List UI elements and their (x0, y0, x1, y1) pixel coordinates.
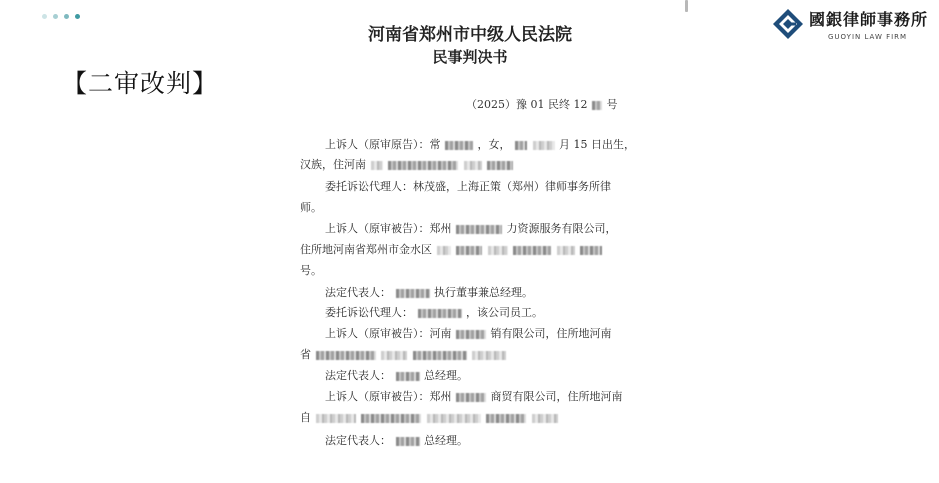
scroll-indicator (685, 0, 688, 12)
redaction (557, 246, 575, 255)
text-line (300, 262, 322, 278)
line-text: 师。 (300, 201, 322, 214)
line-text: 法定代表人： (325, 286, 391, 299)
dot-4 (75, 14, 80, 19)
redaction (445, 141, 473, 150)
redaction (472, 351, 506, 360)
firm-name-cn: 國銀律師事務所 (809, 10, 929, 29)
dot-1 (42, 14, 47, 19)
line-text: 销有限公司，住所地河南 (490, 327, 612, 340)
redaction (371, 161, 383, 170)
redaction (456, 330, 486, 339)
line-text: 省 (300, 348, 311, 361)
redaction (515, 141, 527, 150)
firm-name-en: GUOYIN LAW FIRM (828, 33, 908, 41)
firm-logo (772, 8, 932, 48)
redaction (316, 414, 356, 423)
redaction (456, 393, 486, 402)
dot-2 (53, 14, 58, 19)
redaction (532, 414, 558, 423)
redaction (486, 414, 526, 423)
line-text: 力资源服务有限公司， (506, 222, 617, 235)
line-text: 汉族，住河南 (300, 158, 366, 171)
text-line (325, 220, 617, 236)
redaction (487, 161, 513, 170)
text-line (325, 178, 611, 194)
redaction (396, 372, 420, 381)
text-line (300, 346, 507, 362)
diamond-g-logo-icon (772, 8, 804, 40)
line-text: 月 15 日出生， (559, 138, 635, 151)
redaction (456, 246, 482, 255)
judgment-document (270, 14, 670, 483)
redaction (513, 246, 551, 255)
line-text: ，该公司员工。 (466, 306, 543, 319)
line-text: 执行董事兼总经理。 (434, 286, 533, 299)
dot-3 (64, 14, 69, 19)
redaction (580, 246, 602, 255)
case-number-prefix: （2025）豫 01 民终 12 (466, 98, 588, 111)
text-line (300, 199, 322, 215)
text-line (300, 409, 559, 425)
text-line (300, 241, 603, 257)
case-number (466, 96, 617, 112)
text-line (325, 325, 612, 341)
document-title: 民事判决书 (432, 48, 508, 66)
redaction (396, 289, 430, 298)
text-line (325, 432, 468, 448)
line-text: 自 (300, 411, 311, 424)
redaction (418, 309, 462, 318)
redaction (427, 414, 481, 423)
section-label: 【二审改判】 (62, 69, 219, 98)
line-text: 号。 (300, 264, 322, 277)
redaction (396, 437, 420, 446)
redaction (456, 225, 502, 234)
case-number-suffix: 号 (606, 98, 618, 111)
line-text: 法定代表人： (325, 434, 391, 447)
redaction (437, 246, 451, 255)
line-text: 法定代表人： (325, 369, 391, 382)
line-text: 商贸有限公司，住所地河南 (490, 390, 623, 403)
text-line (325, 284, 533, 300)
line-text: 住所地河南省郑州市金水区 (300, 243, 432, 256)
line-text: 上诉人（原审被告）：郑州 (325, 390, 452, 403)
line-text: 上诉人（原审原告）：常 (325, 138, 441, 151)
line-text: ，女， (477, 138, 511, 151)
line-text: 总经理。 (424, 369, 468, 382)
redaction (413, 351, 467, 360)
line-text: 上诉人（原审被告）：郑州 (325, 222, 452, 235)
line-text: 总经理。 (424, 434, 468, 447)
text-line (300, 156, 514, 172)
redaction (592, 101, 602, 110)
decorative-dots (42, 14, 80, 19)
court-name: 河南省郑州市中级人民法院 (368, 25, 572, 45)
redaction (381, 351, 407, 360)
text-line (325, 304, 543, 320)
redaction (361, 414, 421, 423)
redaction (316, 351, 376, 360)
redaction (488, 246, 508, 255)
redaction (533, 141, 555, 150)
text-line (325, 388, 623, 404)
line-text: 委托诉讼代理人： (325, 306, 413, 319)
redaction (464, 161, 482, 170)
line-text: 委托诉讼代理人：林茂盛，上海正策（郑州）律师事务所律 (325, 180, 611, 193)
text-line (325, 136, 635, 152)
text-line (325, 367, 468, 383)
redaction (388, 161, 458, 170)
line-text: 上诉人（原审被告）：河南 (325, 327, 452, 340)
